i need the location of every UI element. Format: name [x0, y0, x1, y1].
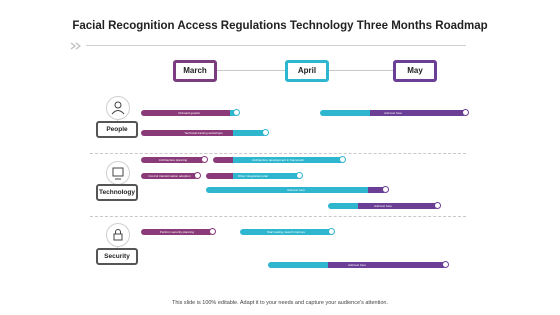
category-security: Security	[96, 248, 138, 265]
footer-note: This slide is 100% editable. Adapt it to your needs and capture your audience's attention.	[172, 300, 388, 306]
roadmap-bar	[240, 229, 332, 235]
bar-end-dot	[296, 172, 303, 179]
roadmap-bar	[206, 187, 386, 193]
roadmap-bar	[141, 157, 205, 163]
bar-label: Architecture planning	[158, 158, 188, 162]
bar-end-dot	[233, 109, 240, 116]
section-divider	[90, 216, 466, 217]
month-may: May	[393, 60, 437, 82]
page-title: Facial Recognition Access Regulations Technology Three Months Roadmap	[72, 20, 488, 32]
bar-end-dot	[262, 129, 269, 136]
category-people: People	[96, 121, 138, 138]
month-march: March	[173, 60, 217, 82]
bar-end-dot	[339, 156, 346, 163]
bar-end-dot	[434, 202, 441, 209]
section-divider	[90, 153, 466, 154]
roadmap-bar	[141, 130, 266, 136]
bar-label: Other integrations plan	[237, 174, 269, 178]
bar-label: Add text here	[287, 188, 305, 192]
bar-end-dot	[194, 172, 201, 179]
security-icon	[106, 223, 130, 247]
roadmap-bar	[268, 262, 446, 268]
computer-icon	[106, 161, 130, 185]
double-arrow-icon	[70, 42, 84, 50]
roadmap-bar	[213, 157, 343, 163]
roadmap-bar	[141, 229, 213, 235]
bar-end-dot	[209, 228, 216, 235]
bar-label: Architecture development in framework	[251, 158, 305, 162]
bar-label: Start testing, launch improve	[266, 230, 306, 234]
month-april: April	[285, 60, 329, 82]
people-icon	[106, 96, 130, 120]
month-connector	[326, 70, 394, 71]
bar-end-dot	[382, 186, 389, 193]
bar-label: Add text here	[348, 263, 366, 267]
roadmap-bar	[141, 173, 198, 179]
bar-label: Add text here	[384, 111, 402, 115]
bar-label: Add text here	[374, 204, 392, 208]
roadmap-bar	[328, 203, 438, 209]
bar-end-dot	[328, 228, 335, 235]
timeline-line	[86, 45, 466, 46]
roadmap-bar	[141, 110, 237, 116]
bar-label: Perform security planning	[159, 230, 194, 234]
bar-end-dot	[201, 156, 208, 163]
roadmap-bar	[320, 110, 466, 116]
category-technology: Technology	[96, 184, 138, 201]
bar-end-dot	[442, 261, 449, 268]
bar-label: Control transformation adoption	[148, 174, 191, 178]
bar-end-dot	[462, 109, 469, 116]
month-connector	[214, 70, 286, 71]
bar-label: Onboard guards	[178, 111, 200, 115]
bar-label: Technical training workshops	[184, 131, 223, 135]
roadmap-bar	[206, 173, 300, 179]
